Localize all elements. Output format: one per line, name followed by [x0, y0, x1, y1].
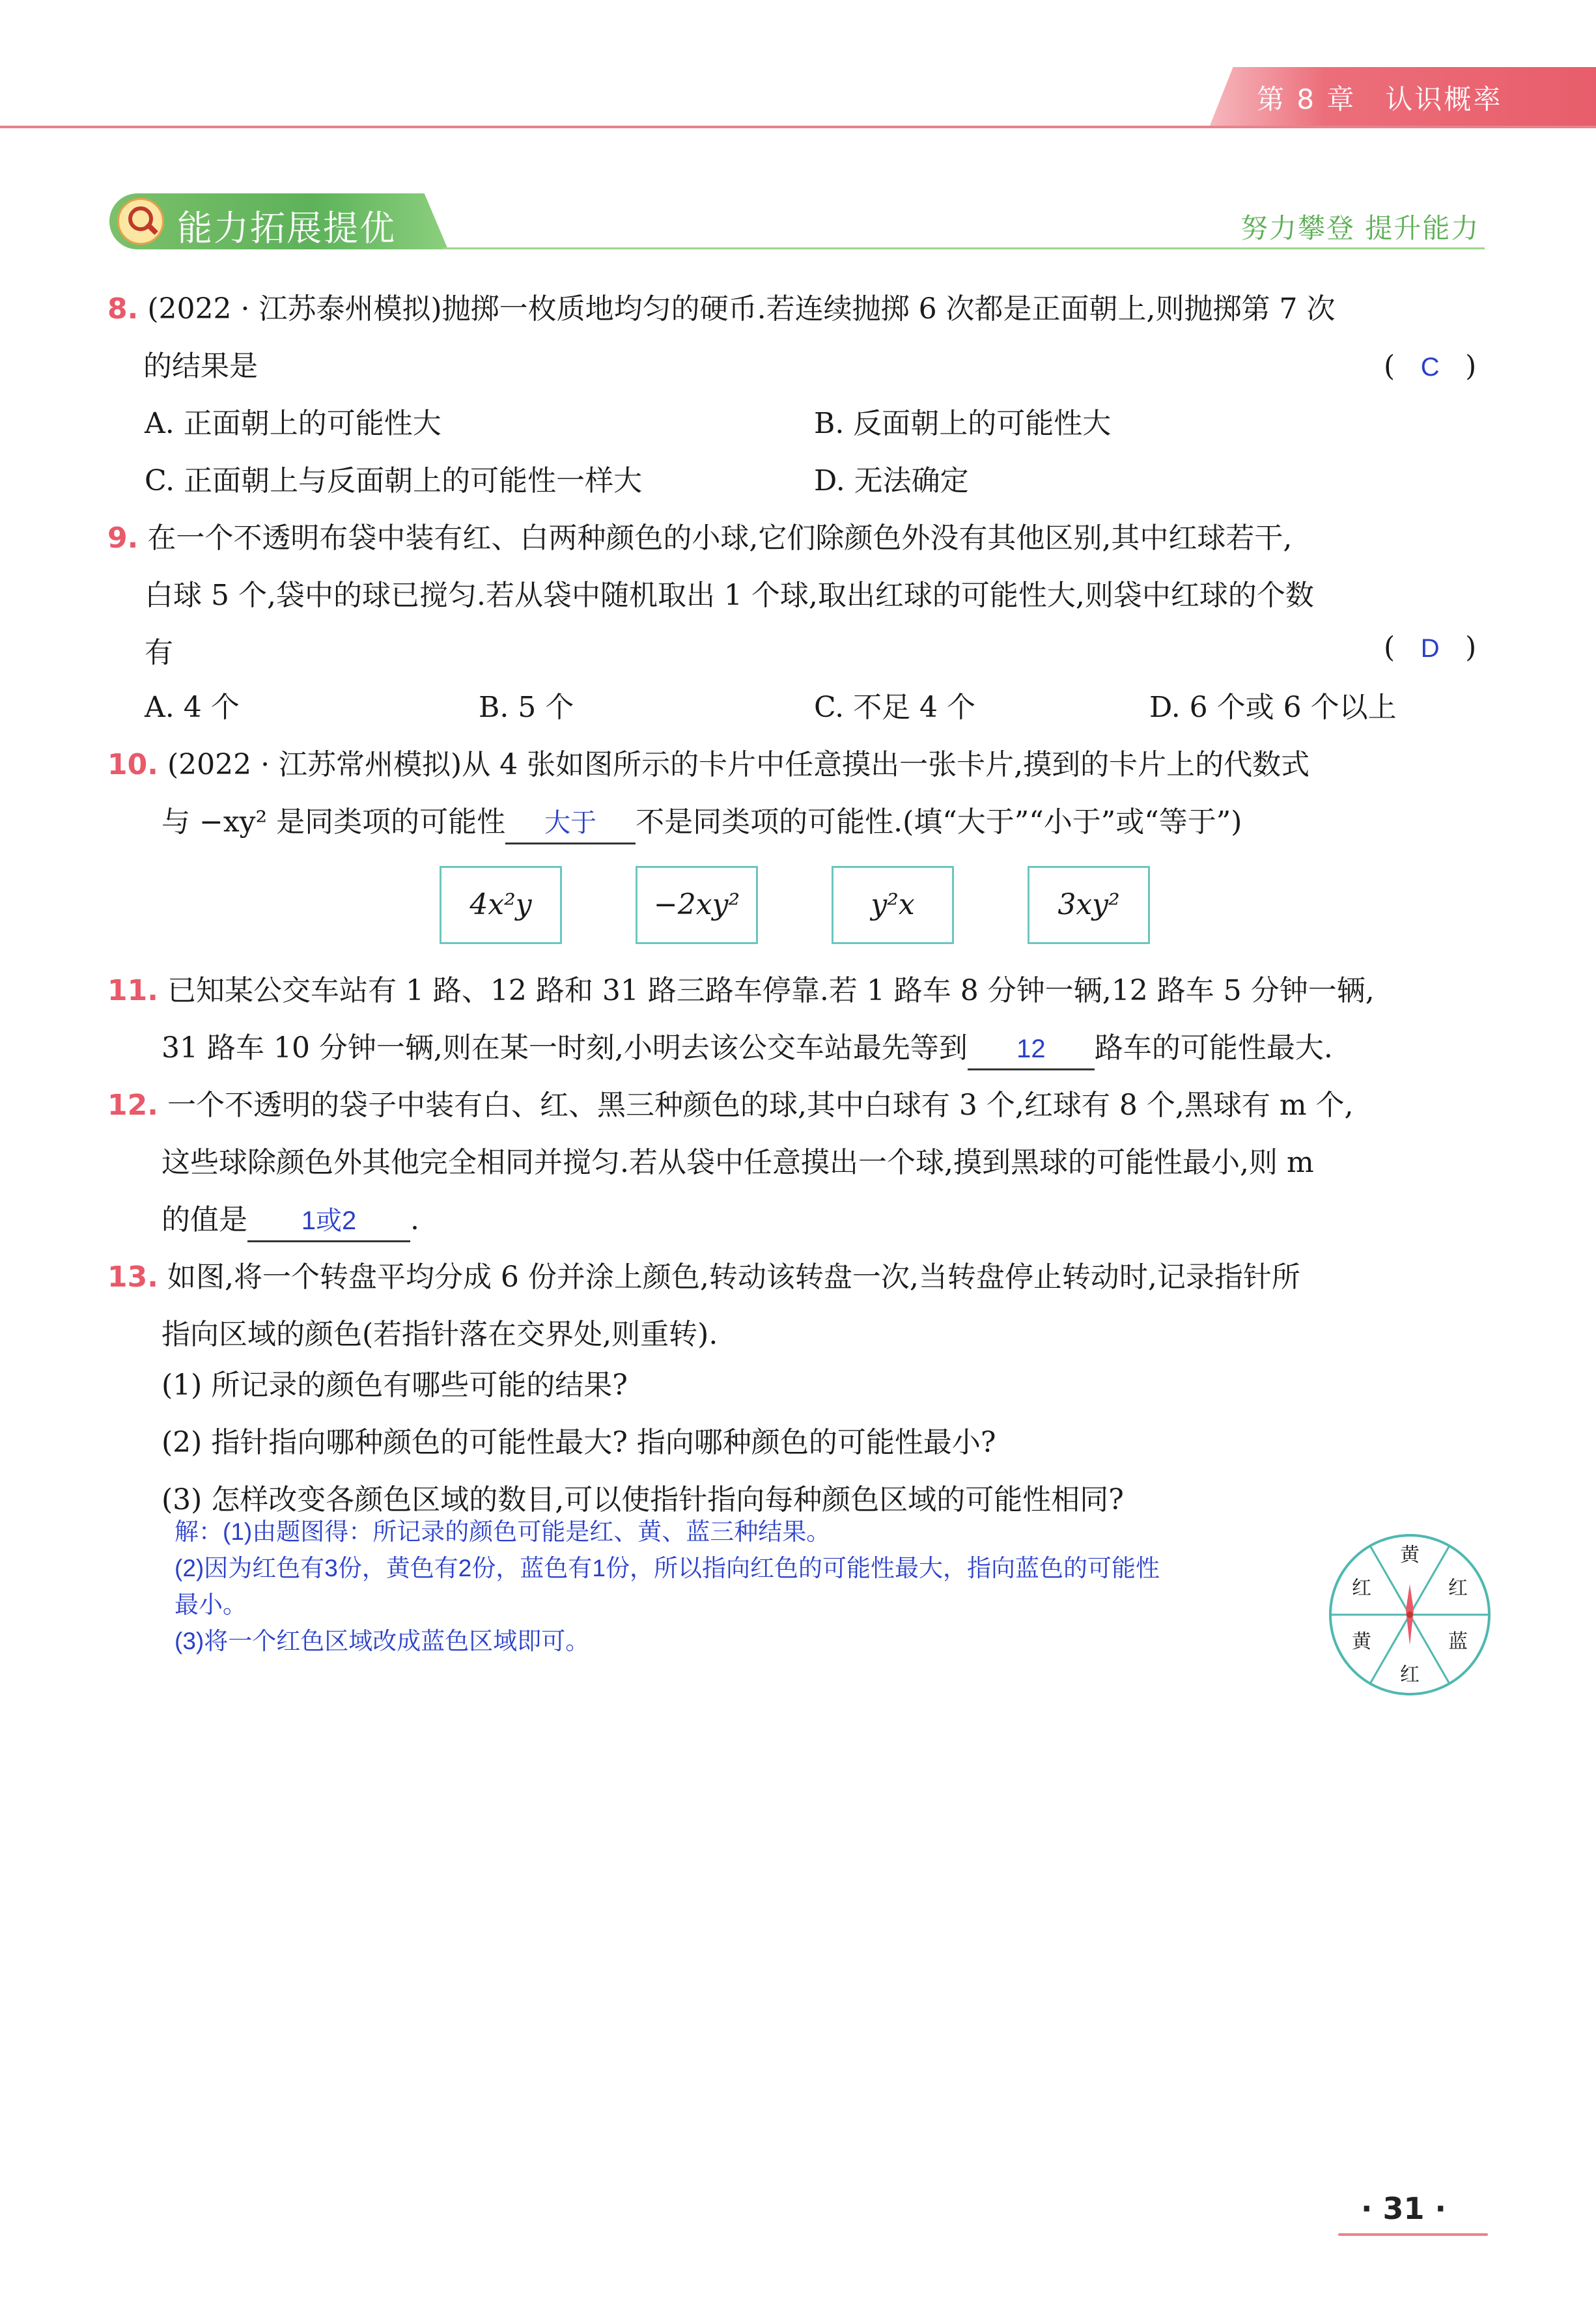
question-10-line2: 与 −xy² 是同类项的可能性 大于 不是同类项的可能性.(填“大于”“小于”或“等于”) — [161, 794, 1242, 851]
question-text: 一个不透明的袋子中装有白、红、黑三种颜色的球,其中白球有 3 个,红球有 8 个,黑球有 m 个, — [167, 1089, 1354, 1122]
header-divider — [0, 126, 1596, 128]
chapter-title: 第 8 章 认识概率 — [1257, 83, 1503, 115]
section-divider — [443, 247, 1485, 249]
question-number: 12. — [107, 1089, 158, 1122]
option-b: B. 反面朝上的可能性大 — [814, 407, 1112, 440]
question-13-line1 — [107, 1249, 1300, 1306]
option-d: D. 无法确定 — [814, 464, 969, 497]
spinner-label-upper-left: 红 — [1352, 1577, 1371, 1600]
answer-blank: 1或2 — [247, 1201, 410, 1242]
spinner-label-top: 黄 — [1400, 1544, 1420, 1567]
option-d: D. 6 个或 6 个以上 — [1149, 691, 1397, 724]
spinner-label-lower-left: 黄 — [1352, 1630, 1371, 1653]
section-motto: 努力攀登 提升能力 — [1240, 212, 1480, 244]
expression-card-4: 3xy² — [1028, 866, 1150, 944]
question-text: 在一个不透明布袋中装有红、白两种颜色的小球,它们除颜色外没有其他区别,其中红球若干, — [147, 522, 1293, 555]
question-text: 如图,将一个转盘平均分成 6 份并涂上颜色,转动该转盘一次,当转盘停止转动时,记录指针所 — [167, 1261, 1300, 1294]
question-10-line1 — [107, 736, 1309, 794]
option-a: A. 正面朝上的可能性大 — [145, 407, 441, 440]
question-9-line2: 白球 5 个,袋中的球已搅匀.若从袋中随机取出 1 个球,取出红球的可能性大,则袋中红球的个数 — [145, 579, 1314, 612]
spinner-label-lower-right: 蓝 — [1448, 1630, 1468, 1653]
page-number-underline — [1338, 2233, 1488, 2236]
answer-choice: C — [1420, 353, 1440, 382]
solution-line-2: (2)因为红色有3份，黄色有2份，蓝色有1份，所以指向红色的可能性最大，指向蓝色的可能性 — [175, 1555, 1160, 1581]
question-8-line2: 的结果是 — [143, 350, 258, 383]
answer-blank: 大于 — [505, 803, 636, 844]
question-12-line1 — [107, 1077, 1354, 1134]
question-12-line3: 的值是 1或2 . — [161, 1191, 419, 1249]
question-number: 11. — [107, 974, 158, 1007]
solution-line-4: (3)将一个红色区域改成蓝色区域即可。 — [175, 1628, 590, 1654]
page-number: · 31 · — [1361, 2191, 1446, 2226]
question-number: 10. — [107, 748, 158, 781]
question-number: 8. — [107, 292, 139, 326]
solution-line-1: 解：(1)由题图得：所记录的颜色可能是红、黄、蓝三种结果。 — [175, 1518, 831, 1545]
question-9-line1 — [107, 510, 1292, 567]
question-8-line1 — [107, 281, 1336, 338]
spinner-label-bottom: 红 — [1400, 1664, 1420, 1686]
option-c: C. 正面朝上与反面朝上的可能性一样大 — [145, 464, 643, 497]
solution-line-3: 最小。 — [175, 1591, 247, 1618]
question-number: 13. — [107, 1261, 158, 1294]
question-number: 9. — [107, 522, 139, 555]
question-8-answer: ( C ) — [1384, 338, 1476, 396]
question-text: 已知某公交车站有 1 路、12 路和 31 路三路车停靠.若 1 路车 8 分钟一辆,12 路车 5 分钟一辆, — [167, 974, 1375, 1007]
expression-card-3: y²x — [832, 866, 954, 944]
color-spinner-diagram — [1322, 1527, 1498, 1703]
answer-choice: D — [1420, 634, 1440, 663]
question-9-answer: ( D ) — [1384, 619, 1476, 677]
option-b: B. 5 个 — [479, 691, 574, 724]
spinner-label-upper-right: 红 — [1448, 1577, 1468, 1600]
question-9-line3: 有 — [145, 636, 173, 669]
magnifier-icon — [117, 198, 164, 245]
question-13-sub3: (3) 怎样改变各颜色区域的数目,可以使指针指向每种颜色区域的可能性相同? — [161, 1483, 1124, 1516]
question-13-sub1: (1) 所记录的颜色有哪些可能的结果? — [161, 1369, 628, 1402]
question-text: (2022 · 江苏泰州模拟)抛掷一枚质地均匀的硬币.若连续抛掷 6 次都是正面朝上,则抛掷第 7 次 — [147, 292, 1336, 326]
question-12-line2: 这些球除颜色外其他完全相同并搅匀.若从袋中任意摸出一个球,摸到黑球的可能性最小,则 m — [161, 1146, 1314, 1179]
section-title: 能力拓展提优 — [177, 208, 396, 249]
question-11-line1 — [107, 962, 1375, 1020]
question-11-line2: 31 路车 10 分钟一辆,则在某一时刻,小明去该公交车站最先等到 12 路车的可能性最大. — [161, 1020, 1333, 1077]
spinner-pivot — [1407, 1611, 1413, 1618]
option-c: C. 不足 4 个 — [814, 691, 976, 724]
question-13-sub2: (2) 指针指向哪种颜色的可能性最大? 指向哪种颜色的可能性最小? — [161, 1426, 996, 1459]
question-text: (2022 · 江苏常州模拟)从 4 张如图所示的卡片中任意摸出一张卡片,摸到的卡片上的代数式 — [167, 748, 1310, 781]
answer-blank: 12 — [968, 1029, 1095, 1070]
expression-card-1: 4x²y — [440, 866, 562, 944]
expression-card-2: −2xy² — [636, 866, 758, 944]
question-13-line2: 指向区域的颜色(若指针落在交界处,则重转). — [161, 1318, 718, 1351]
option-a: A. 4 个 — [145, 691, 240, 724]
